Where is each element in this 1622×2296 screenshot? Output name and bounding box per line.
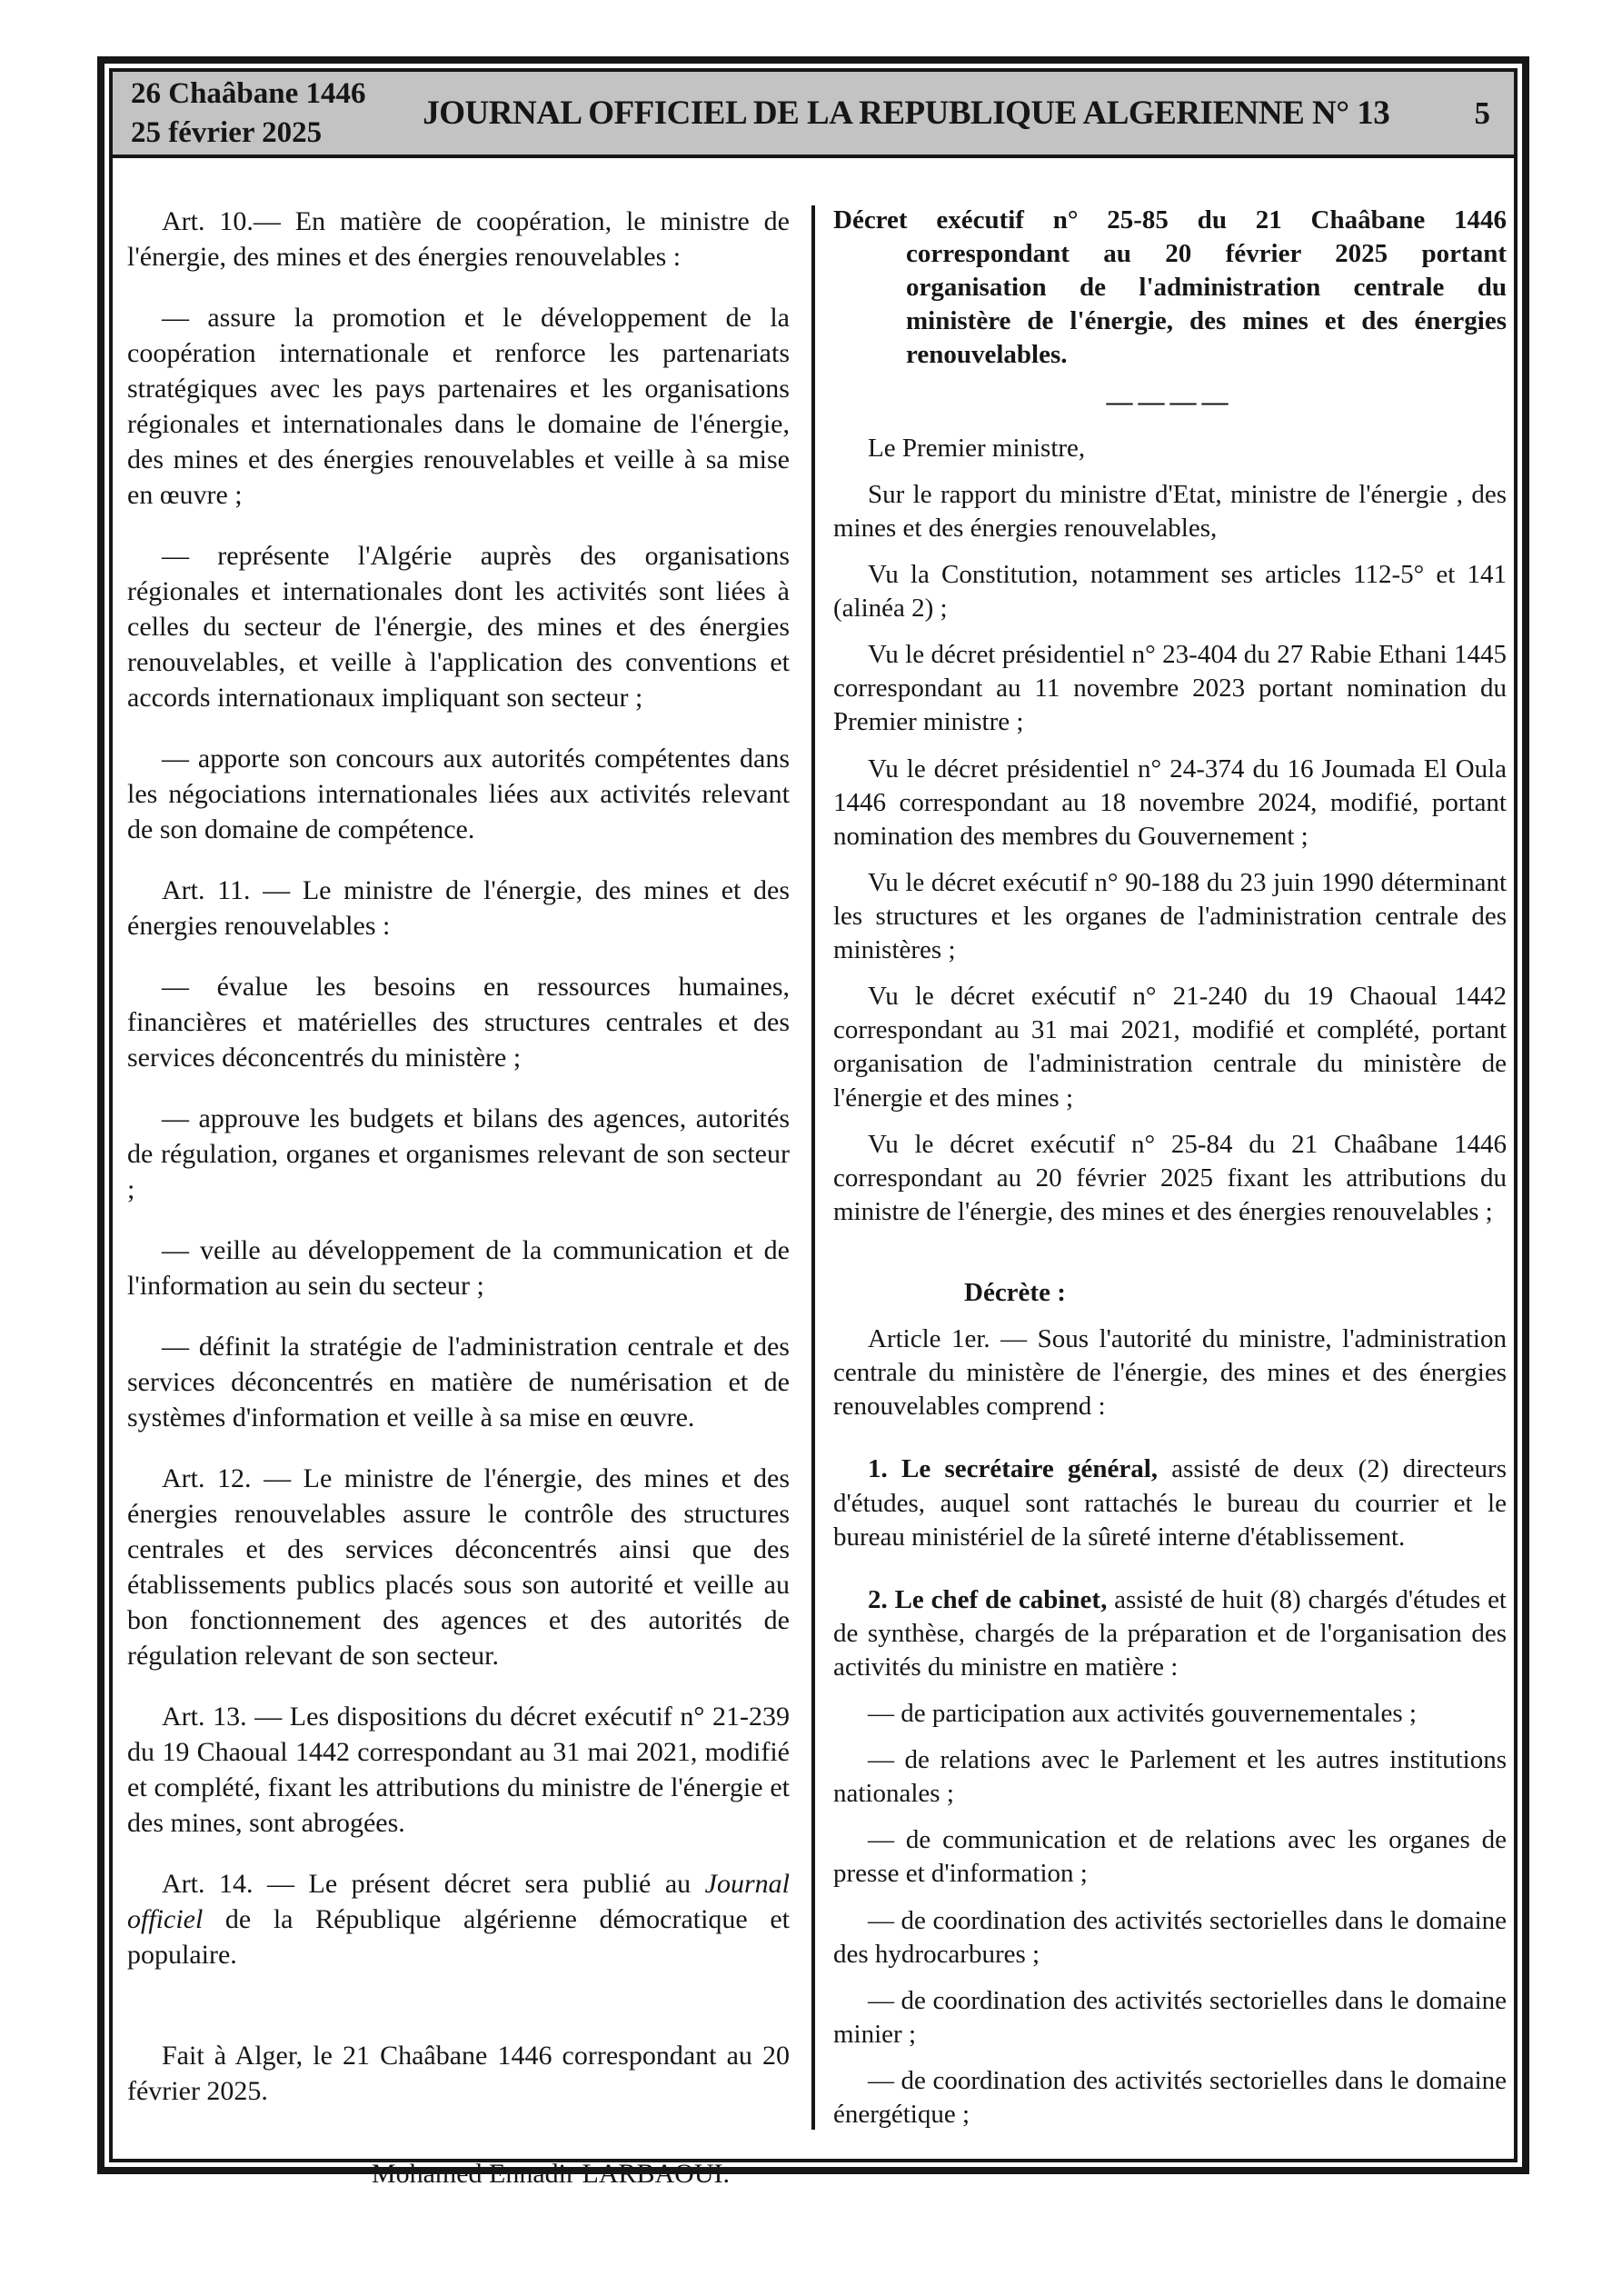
header-band (113, 72, 1514, 158)
separator-dashes (833, 385, 1507, 419)
paragraph (833, 1128, 1507, 1229)
text-run: Vu le décret exécutif n° 21-240 du 19 Chaoual 1442 correspondant au 31 mai 2021, modifié et complété, portant organisation de l'administration centrale du ministère de l'énergie et des mines ; (833, 982, 1507, 1113)
paragraph (833, 980, 1507, 1114)
left-column (113, 204, 813, 2217)
text-run: — de participation aux activités gouvernementales ; (868, 1699, 1417, 1729)
list-item (127, 300, 790, 513)
text-run: — approuve les budgets et bilans des agences, autorités de régulation, organes et organismes relevant de son secteur ; (127, 1103, 790, 1204)
text-run: — apporte son concours aux autorités compétentes dans les négociations internationales liées aux activités relevant de son domaine de compétence. (127, 744, 790, 844)
paragraph (833, 432, 1507, 465)
paragraph (127, 873, 790, 943)
text-run: ———— (1106, 386, 1234, 416)
list-item (833, 1904, 1507, 1972)
numbered-paragraph (833, 1452, 1507, 1553)
text-run: Article 1er. — Sous l'autorité du ministre, l'administration centrale du ministère de l'énergie, des mines et des énergies renouvelables comprend : (833, 1324, 1507, 1422)
paragraph (127, 1699, 790, 1841)
text-run: Vu le décret présidentiel n° 23-404 du 27 Rabie Ethani 1445 correspondant au 11 novembre 2023 portant nomination du Premier ministre ; (833, 640, 1507, 737)
text-run: Vu le décret exécutif n° 90-188 du 23 juin 1990 déterminant les structures et les organes de l'administration centrale des ministères ; (833, 867, 1507, 965)
list-item (833, 1823, 1507, 1891)
text-run: Le Premier ministre, (868, 433, 1086, 463)
text-run: Art. 11. — Le ministre de l'énergie, des mines et des énergies renouvelables : (127, 875, 790, 941)
list-item (127, 741, 790, 847)
list-item (127, 1233, 790, 1303)
text-run: Mohamed Ennadir LARBAOUI. (371, 2159, 730, 2189)
text-run: Art. 12. — Le ministre de l'énergie, des mines et des énergies renouvelables assure le contrôle des structures centrales et des services déconcentrés ainsi que des établissements publics placés sous son autorité et veille au bon fonctionnement des agences et des autorités de régulation relevant de son secteur. (127, 1463, 790, 1671)
journal-title: JOURNAL OFFICIEL DE LA REPUBLIQUE ALGERIENNE N° 13 (423, 95, 1390, 132)
list-item (833, 1984, 1507, 2051)
text-run: — de relations avec le Parlement et les autres institutions nationales ; (833, 1745, 1507, 1809)
column-divider-rule (811, 205, 815, 2130)
list-item (127, 1329, 790, 1435)
list-item (127, 969, 790, 1075)
list-item (127, 538, 790, 715)
text-run: Art. 13. — Les dispositions du décret exécutif n° 21-239 du 19 Chaoual 1442 correspondant au 31 mai 2021, modifié et complété, fixant les attributions du ministre de l'énergie et des mines, sont abrogées. (127, 1702, 790, 1838)
text-run: — de coordination des activités sectorielles dans le domaine des hydrocarbures ; (833, 1905, 1507, 1969)
columns-area (113, 158, 1514, 2189)
page-frame-inner (109, 68, 1518, 2189)
decrete-heading (964, 1276, 1507, 1310)
text-run: — évalue les besoins en ressources humaines, financières et matérielles des structures centrales et des services déconcentrés du ministère ; (127, 972, 790, 1073)
page-frame-outer (97, 56, 1529, 2189)
text-run: — de coordination des activités sectorielles dans le domaine énergétique ; (833, 2066, 1507, 2130)
text-run: — représente l'Algérie auprès des organisations régionales et internationales dont les activités sont liées à celles du secteur de l'énergie, des mines et des énergies renouvelables, et veille à l'application des conventions et accords internationaux impliquant son secteur ; (127, 541, 790, 713)
list-item (833, 1697, 1507, 1731)
text-run: de la République algérienne démocratique et populaire. (127, 1904, 790, 1970)
text-run: Décrète : (964, 1277, 1066, 1307)
paragraph (127, 1866, 790, 1972)
text-run: — de coordination des activités sectorielles dans le domaine minier ; (833, 1985, 1507, 2049)
text-run: Vu le décret exécutif n° 25-84 du 21 Chaâbane 1446 correspondant au 20 février 2025 fixant les attributions du ministre de l'énergie, des mines et des énergies renouvelables ; (833, 1129, 1507, 1226)
decree-title (833, 204, 1507, 373)
page-number: 5 (1474, 95, 1490, 131)
list-item (833, 2064, 1507, 2131)
paragraph (833, 753, 1507, 854)
text-run: Journal officiel (127, 1869, 790, 1934)
text-run: assisté de deux (2) directeurs d'études, auquel sont rattachés le bureau du courrier et le bureau ministériel de la sûreté interne d'établissement. (833, 1454, 1507, 1552)
text-run: — définit la stratégie de l'administration centrale et des services déconcentrés en matière de numérisation et de systèmes d'information et veille à sa mise en œuvre. (127, 1332, 790, 1433)
paragraph (833, 558, 1507, 625)
list-item (127, 1101, 790, 1207)
date-gregorian: 25 février 2025 (131, 115, 323, 149)
paragraph (833, 1323, 1507, 1423)
text-run: Vu la Constitution, notamment ses articles 112-5° et 141 (alinéa 2) ; (833, 559, 1507, 624)
text-run: assisté de huit (8) chargés d'études et de synthèse, chargés de la préparation et de l'organisation des activités du ministre en matière : (833, 1584, 1507, 1682)
text-run: 1. Le secrétaire général, (868, 1454, 1159, 1484)
paragraph (127, 204, 790, 275)
text-run: Décret exécutif n° 25-85 du 21 Chaâbane 1446 correspondant au 20 février 2025 portant organisation de l'administration centrale du ministère de l'énergie, des mines et des énergies renouvelables. (833, 205, 1507, 370)
paragraph (833, 638, 1507, 739)
numbered-paragraph (833, 1583, 1507, 1684)
text-run: — de communication et de relations avec les organes de presse et d'information ; (833, 1825, 1507, 1889)
date-hijri: 26 Chaâbane 1446 (131, 76, 366, 110)
text-run: Art. 10.— En matière de coopération, le ministre de l'énergie, des mines et des énergies renouvelables : (127, 206, 790, 272)
text-run: 2. Le chef de cabinet, (868, 1584, 1108, 1614)
text-run: Fait à Alger, le 21 Chaâbane 1446 correspondant au 20 février 2025. (127, 2041, 790, 2106)
text-run: — veille au développement de la communication et de l'information au sein du secteur ; (127, 1235, 790, 1301)
signature (127, 2156, 790, 2191)
paragraph (127, 1461, 790, 1673)
list-item (833, 1743, 1507, 1811)
paragraph (833, 866, 1507, 967)
text-run: Vu le décret présidentiel n° 24-374 du 16 Joumada El Oula 1446 correspondant au 18 novembre 2024, modifié, portant nomination des membres du Gouvernement ; (833, 754, 1507, 851)
text-run: Art. 14. — Le présent décret sera publié au (162, 1869, 705, 1899)
right-column (813, 204, 1514, 2144)
header-dates (131, 75, 366, 153)
paragraph (127, 2038, 790, 2109)
text-run: — assure la promotion et le développement de la coopération internationale et renforce les partenariats stratégiques avec les pays partenaires et les organisations régionales et internationales dans le domaine de l'énergie, des mines et des énergies renouvelables et veille à sa mise en œuvre ; (127, 303, 790, 510)
paragraph (833, 478, 1507, 545)
text-run: Sur le rapport du ministre d'Etat, ministre de l'énergie , des mines et des énergies renouvelables, (833, 479, 1507, 543)
